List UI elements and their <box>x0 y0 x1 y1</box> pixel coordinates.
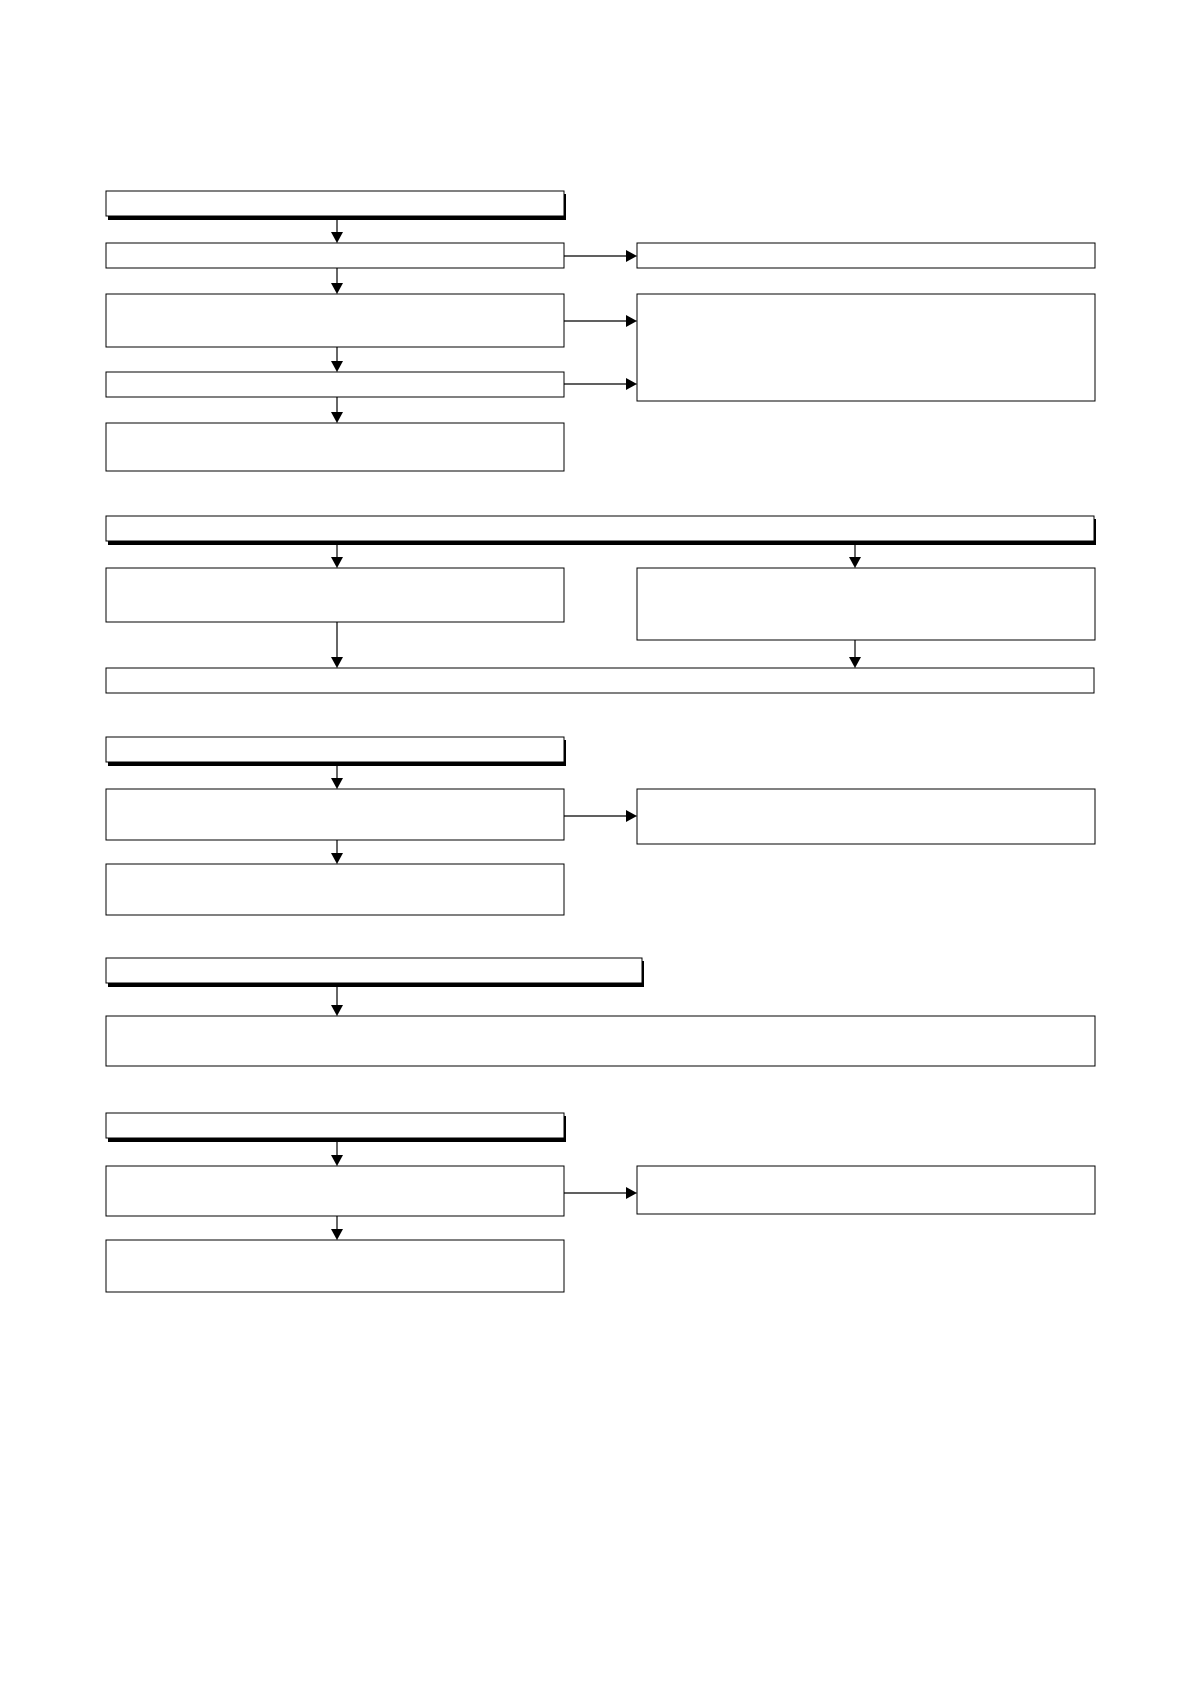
section-5 <box>106 1113 1095 1292</box>
section-4-header <box>106 958 644 987</box>
header-box <box>106 1113 564 1138</box>
arrow-header-to-step-1 <box>331 766 343 789</box>
step-box <box>106 423 564 471</box>
branch-box <box>637 568 1095 640</box>
arrow-header-to-right <box>849 545 861 568</box>
section-5-side-1 <box>637 1166 1095 1214</box>
header-box <box>106 958 642 983</box>
header-box <box>106 737 564 762</box>
section-2-merge <box>106 668 1094 693</box>
step-box <box>106 864 564 915</box>
arrow-right-to-merge <box>849 640 861 668</box>
merge-box <box>106 668 1094 693</box>
branch-box <box>106 568 564 622</box>
side-box <box>637 789 1095 844</box>
step-box <box>106 372 564 397</box>
arrow-step-1-to-step-2 <box>331 1216 343 1240</box>
section-1 <box>106 191 1095 471</box>
section-3-side-1 <box>637 789 1095 844</box>
section-2 <box>106 516 1096 693</box>
section-5-header <box>106 1113 566 1142</box>
section-1-header <box>106 191 566 220</box>
section-2-right <box>637 568 1095 640</box>
section-4-step-1 <box>106 1016 1095 1066</box>
section-3 <box>106 737 1095 915</box>
step-box <box>106 1240 564 1292</box>
step-box <box>106 243 564 268</box>
side-box <box>637 1166 1095 1214</box>
step-box <box>106 1016 1095 1066</box>
section-3-step-2 <box>106 864 564 915</box>
section-5-step-2 <box>106 1240 564 1292</box>
section-2-header <box>106 516 1096 545</box>
step-box <box>106 1166 564 1216</box>
section-2-left <box>106 568 564 622</box>
arrow-header-to-step-1 <box>331 1142 343 1166</box>
section-1-step-2 <box>106 294 564 347</box>
arrow-step-3-to-side-2 <box>564 378 637 390</box>
section-1-step-1 <box>106 243 564 268</box>
section-3-step-1 <box>106 789 564 840</box>
arrow-step-2-to-step-3 <box>331 347 343 372</box>
side-box <box>637 243 1095 268</box>
section-1-step-3 <box>106 372 564 397</box>
step-box <box>106 294 564 347</box>
arrow-left-to-merge <box>331 622 343 668</box>
arrow-step-1-to-step-2 <box>331 840 343 864</box>
step-box <box>106 789 564 840</box>
arrow-step-1-to-step-2 <box>331 268 343 294</box>
section-3-header <box>106 737 566 766</box>
arrow-step-3-to-step-4 <box>331 397 343 423</box>
section-4 <box>106 958 1095 1066</box>
arrow-header-to-step-1 <box>331 987 343 1016</box>
section-1-step-4 <box>106 423 564 471</box>
arrow-header-to-left <box>331 545 343 568</box>
arrow-step-1-to-side-1 <box>564 810 637 822</box>
header-box <box>106 516 1094 541</box>
section-1-side-1 <box>637 243 1095 268</box>
side-box <box>637 294 1095 401</box>
arrow-header-to-step-1 <box>331 220 343 243</box>
arrow-step-1-to-side-1 <box>564 1187 637 1199</box>
arrow-step-1-to-side-1 <box>564 250 637 262</box>
header-box <box>106 191 564 216</box>
arrow-step-2-to-side-2 <box>564 315 637 327</box>
section-5-step-1 <box>106 1166 564 1216</box>
section-1-side-2 <box>637 294 1095 401</box>
